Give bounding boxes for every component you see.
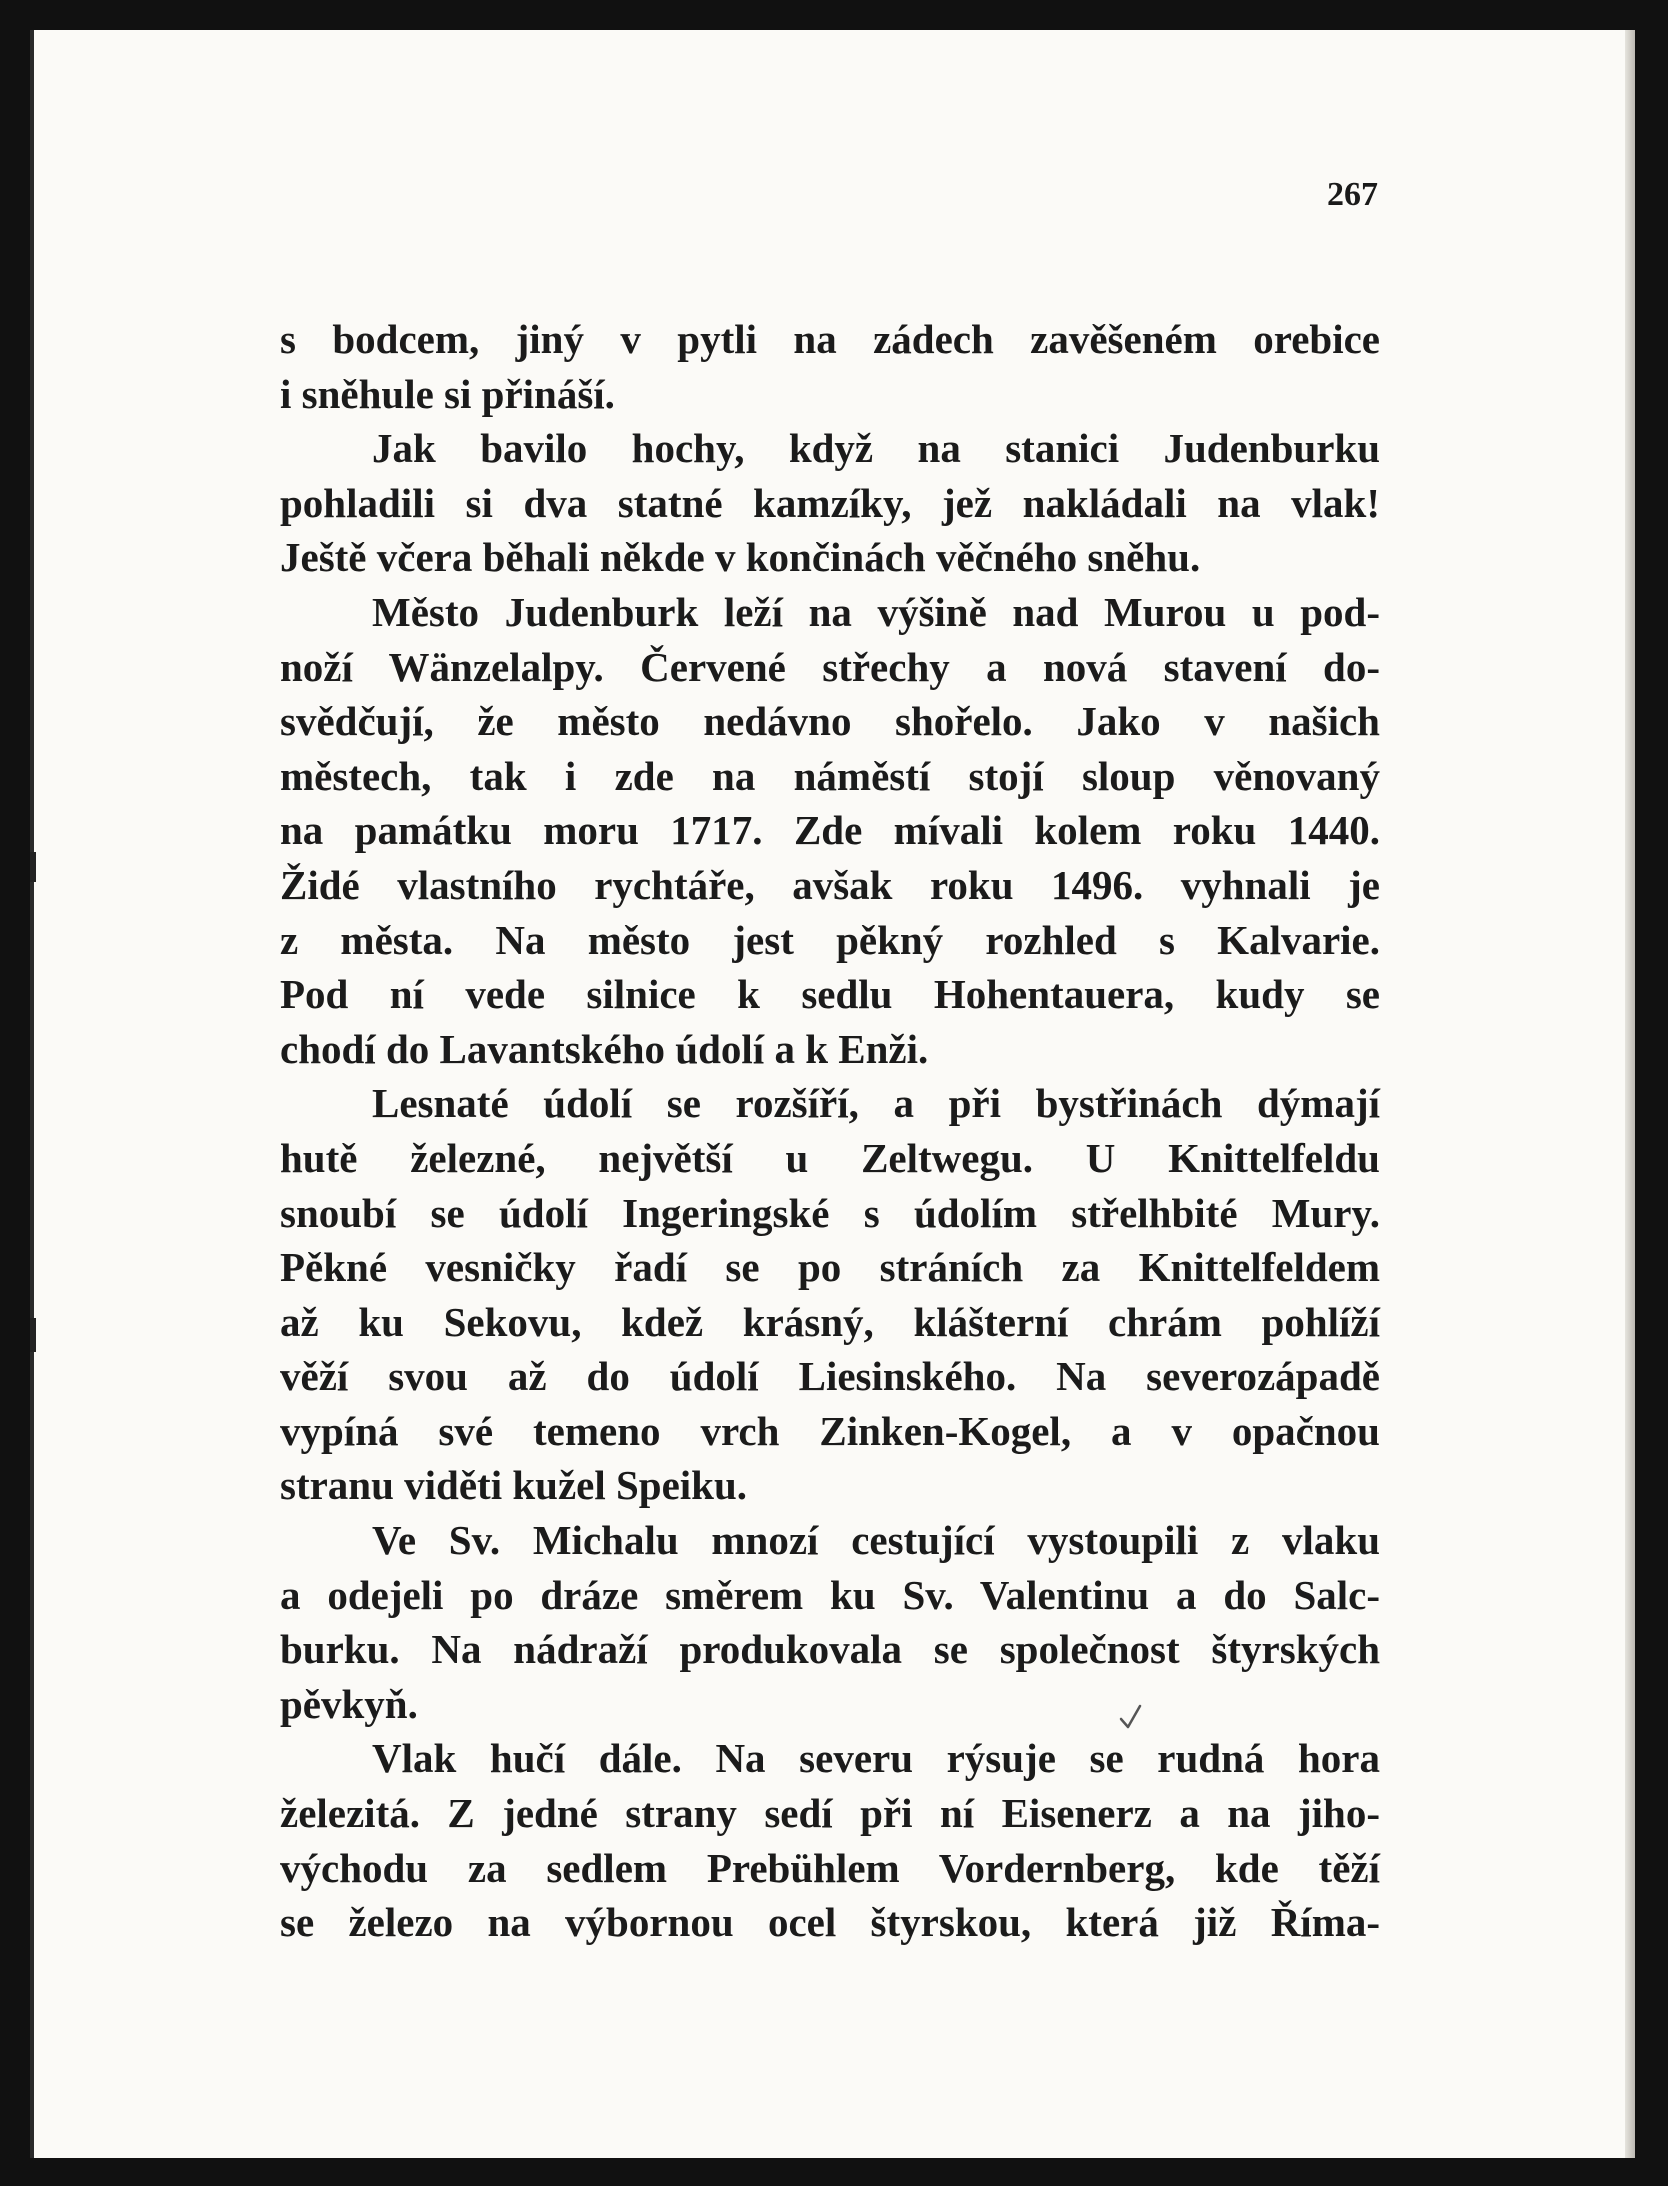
page-gutter-line [30,30,34,2158]
text-line: Město Judenburk leží na výšině nad Murou u pod- [372,588,1380,635]
text-line: z města. Na město jest pěkný rozhled s Kalvarie. [280,916,1380,963]
text-line: chodí do Lavantského údolí a k Enži. [280,1025,929,1072]
text-line: Jak bavilo hochy, když na stanici Judenburku [372,425,1380,472]
text-line: Ve Sv. Michalu mnozí cestující vystoupili z vlaku [372,1517,1380,1564]
text-line: Vlak hučí dále. Na severu rýsuje se rudná hora [372,1735,1380,1782]
body-text [280,312,1380,1950]
text-line: Pod ní vede silnice k sedlu Hohentauera, kudy se [280,971,1380,1018]
text-line: až ku Sekovu, kdež krásný, klášterní chrám pohlíží [280,1298,1380,1345]
text-line: Pěkné vesničky řadí se po stráních za Knittelfeldem [280,1244,1380,1291]
text-line: Lesnaté údolí se rozšíří, a při bystřinách dýmají [372,1080,1380,1127]
text-line: vypíná své temeno vrch Zinken-Kogel, a v opačnou [280,1407,1380,1454]
text-line: se železo na výbornou ocel štyrskou, která již Říma- [280,1899,1380,1946]
text-line: Židé vlastního rychtáře, avšak roku 1496. vyhnali je [280,861,1380,908]
margin-mark [30,852,36,882]
margin-mark [30,1318,36,1352]
text-line: i sněhule si přináší. [280,370,615,417]
pencil-check-mark-icon [1118,1702,1144,1732]
text-line: pohladili si dva statné kamzíky, jež nakládali na vlak! [280,479,1380,526]
page-edge-shadow [1625,30,1635,2158]
text-line: železitá. Z jedné strany sedí při ní Eisenerz a na jiho- [280,1790,1380,1837]
text-line: snoubí se údolí Ingeringské s údolím střelhbité Mury. [280,1189,1380,1236]
text-line: městech, tak i zde na náměstí stojí sloup věnovaný [280,752,1380,799]
text-line: pěvkyň. [280,1680,418,1727]
text-line: stranu viděti kužel Speiku. [280,1462,748,1509]
text-line: hutě železné, největší u Zeltwegu. U Knittelfeldu [280,1134,1380,1181]
text-line: věží svou až do údolí Liesinského. Na severozápadě [280,1353,1380,1400]
text-line: burku. Na nádraží produkovala se společnost štyrských [280,1626,1380,1673]
text-line: a odejeli po dráze směrem ku Sv. Valentinu a do Salc- [280,1571,1380,1618]
text-line: východu za sedlem Prebühlem Vordernberg, kde těží [280,1844,1380,1891]
text-line: na památku moru 1717. Zde mívali kolem roku 1440. [280,807,1380,854]
text-line: svědčují, že město nedávno shořelo. Jako v našich [280,698,1380,745]
text-line: noží Wänzelalpy. Červené střechy a nová stavení do- [280,643,1380,690]
page-number: 267 [1327,176,1378,213]
book-page [30,30,1635,2158]
text-line: Ještě včera běhali někde v končinách věčného sněhu. [280,534,1201,581]
text-line: s bodcem, jiný v pytli na zádech zavěšeném orebice [280,316,1380,362]
